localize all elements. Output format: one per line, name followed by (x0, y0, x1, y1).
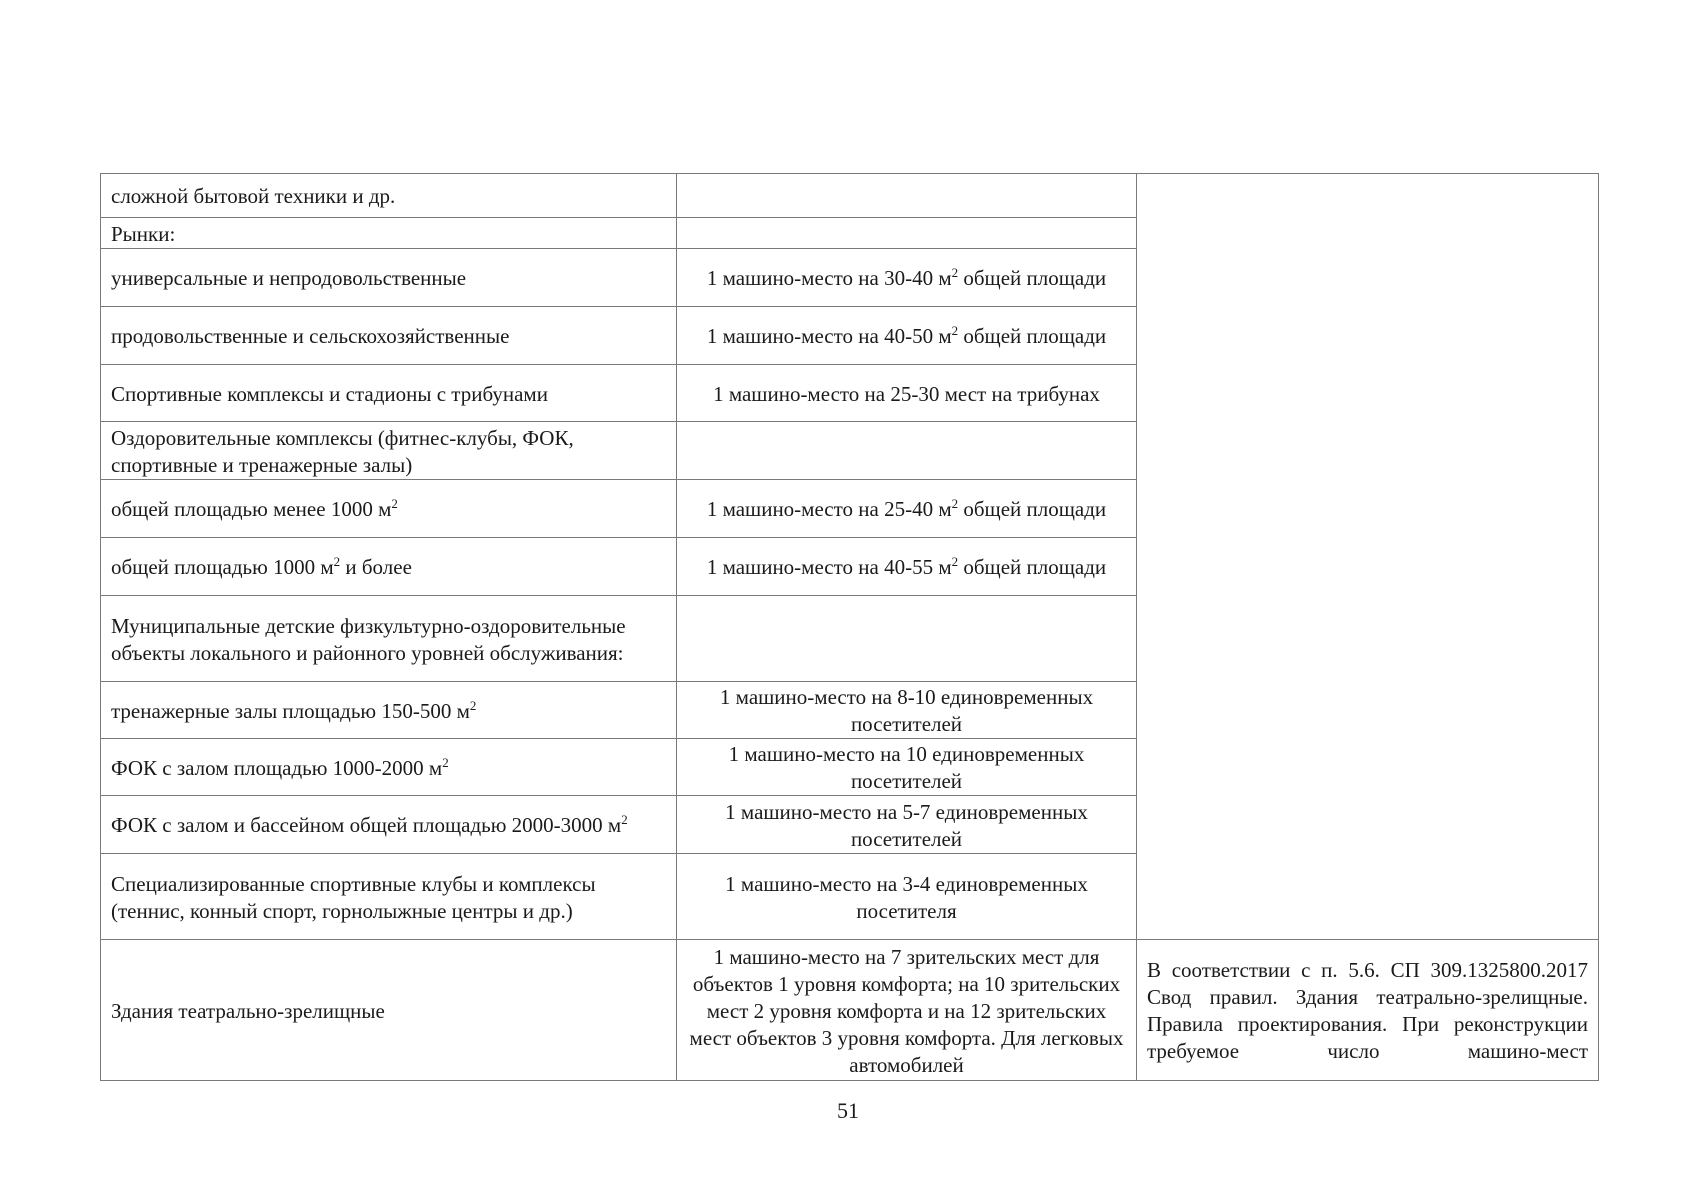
norm-cell: 1 машино-место на 7 зрительских мест для объектов 1 уровня комфорта; на 10 зрительских мест 2 уровня комфорта и на 12 зрительских мест объектов 3 уровня комфорта. Для легковых автомобилей (677, 940, 1137, 1081)
object-cell: Спортивные комплексы и стадионы с трибунами (101, 365, 677, 422)
object-cell: общей площадью 1000 $м^2$ и более (101, 538, 677, 596)
norm-cell: 1 машино-место на 10 единовременных посетителей (677, 739, 1137, 796)
norm-cell: 1 машино-место на 8-10 единовременных посетителей (677, 682, 1137, 739)
object-cell: Оздоровительные комплексы (фитнес-клубы, ФОК, спортивные и тренажерные залы) (101, 422, 677, 480)
norm-cell (677, 596, 1137, 682)
object-cell: универсальные и непродовольственные (101, 249, 677, 307)
object-cell: ФОК с залом и бассейном общей площадью 2000-3000 $м^2$ (101, 796, 677, 854)
table-row (101, 940, 1599, 1081)
table-row (101, 174, 1599, 218)
parking-norms-table (100, 173, 1599, 1081)
norm-cell (677, 218, 1137, 249)
norm-cell: 1 машино-место на 40-50 $м^2$ общей площади (677, 307, 1137, 365)
object-cell: Муниципальные детские физкультурно-оздоровительные объекты локального и районного уровней обслуживания: (101, 596, 677, 682)
object-cell: сложной бытовой техники и др. (101, 174, 677, 218)
object-cell: Здания театрально-зрелищные (101, 940, 677, 1081)
norm-cell: 1 машино-место на 25-40 $м^2$ общей площади (677, 480, 1137, 538)
object-cell: Рынки: (101, 218, 677, 249)
note-cell (1137, 174, 1599, 940)
object-cell: общей площадью менее 1000 $м^2$ (101, 480, 677, 538)
object-cell: ФОК с залом площадью 1000-2000 $м^2$ (101, 739, 677, 796)
note-cell (1137, 940, 1599, 1081)
object-cell: продовольственные и сельскохозяйственные (101, 307, 677, 365)
object-cell: Специализированные спортивные клубы и комплексы (теннис, конный спорт, горнолыжные центры и др.) (101, 854, 677, 940)
norm-cell (677, 422, 1137, 480)
norm-cell: 1 машино-место на 5-7 единовременных посетителей (677, 796, 1137, 854)
page-number: 51 (837, 1098, 859, 1123)
object-cell: тренажерные залы площадью 150-500 $м^2$ (101, 682, 677, 739)
norm-cell: 1 машино-место на 25-30 мест на трибунах (677, 365, 1137, 422)
norm-cell: 1 машино-место на 30-40 $м^2$ общей площади (677, 249, 1137, 307)
norm-cell: 1 машино-место на 3-4 единовременных посетителя (677, 854, 1137, 940)
norm-cell (677, 174, 1137, 218)
norm-cell: 1 машино-место на 40-55 $м^2$ общей площади (677, 538, 1137, 596)
note-text: В соответствии с п. 5.6. СП 309.1325800.2017 Свод правил. Здания театрально-зрелищные. Правила проектирования. При реконструкции требуемое число машино-мест (1147, 958, 1588, 1063)
